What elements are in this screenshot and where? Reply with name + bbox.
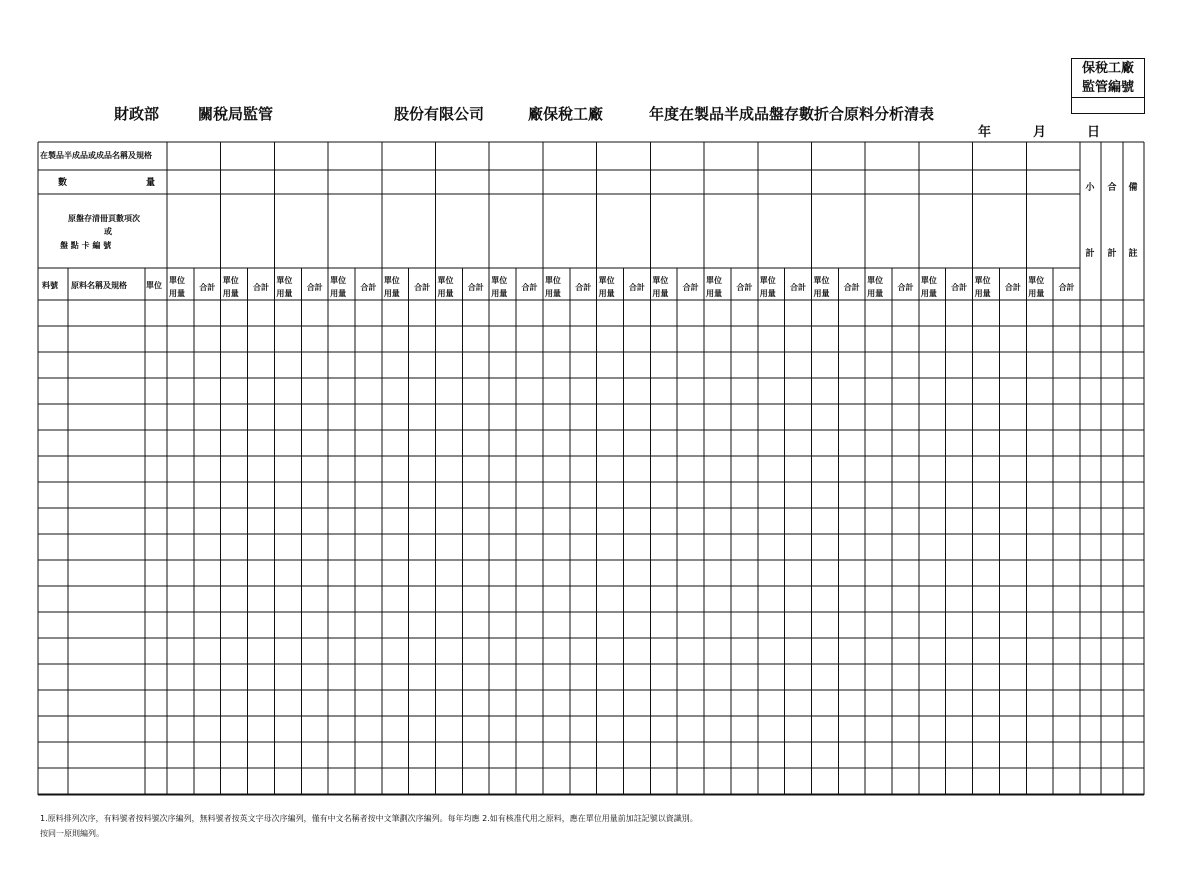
sub-total: 合計 — [306, 283, 323, 292]
date-year: 年 — [978, 125, 992, 140]
sub-total: 合計 — [252, 283, 269, 292]
title-ministry: 財政部 — [114, 105, 160, 123]
sub-unit-usage-b: 用量 — [276, 289, 293, 298]
sub-unit-usage-b: 用量 — [544, 289, 561, 298]
sub-unit-usage-a: 單位 — [383, 276, 400, 285]
stamp-line2: 監管編號 — [1081, 80, 1134, 95]
report-title: 年度在製品半成品盤存數折合原料分析清表 — [649, 105, 935, 123]
sub-total: 合計 — [897, 283, 914, 292]
sub-unit-usage-a: 單位 — [974, 276, 991, 285]
title-bureau: 關稅局監管 — [198, 105, 274, 123]
sub-total: 合計 — [951, 283, 968, 292]
sub-unit-usage-b: 用量 — [169, 289, 185, 298]
sub-total: 合計 — [682, 283, 699, 292]
sub-unit-usage-b: 用量 — [1028, 289, 1045, 298]
ref-label-1: 原盤存清冊頁數項次 — [68, 214, 140, 223]
sub-total: 合計 — [843, 283, 860, 292]
right-total-b: 計 — [1107, 249, 1117, 259]
sub-unit-usage-a: 單位 — [491, 276, 508, 285]
col-material-no: 料號 — [42, 281, 58, 290]
sub-unit-usage-a: 單位 — [276, 276, 293, 285]
ref-label-3: 盤 點 卡 編 號 — [60, 241, 112, 250]
sub-unit-usage-a: 單位 — [330, 276, 347, 285]
sub-total: 合計 — [736, 283, 753, 292]
sub-total: 合計 — [467, 283, 484, 292]
sub-unit-usage-a: 單位 — [652, 276, 669, 285]
sub-total: 合計 — [628, 283, 645, 292]
stamp-line1: 保稅工廠 — [1081, 61, 1134, 76]
sub-total: 合計 — [199, 283, 216, 292]
right-subtotal-b: 計 — [1085, 249, 1095, 259]
sub-unit-usage-b: 用量 — [920, 289, 937, 298]
sub-unit-usage-b: 用量 — [437, 289, 454, 298]
sub-unit-usage-a: 單位 — [759, 276, 776, 285]
title-company: 股份有限公司 — [394, 105, 485, 123]
sub-unit-usage-a: 單位 — [706, 276, 723, 285]
sub-unit-usage-a: 單位 — [867, 276, 884, 285]
sub-unit-usage-b: 用量 — [383, 289, 400, 298]
footer-note-2: 按同一原則編列。 — [40, 829, 104, 838]
right-total-a: 合 — [1107, 183, 1117, 193]
sub-unit-usage-b: 用量 — [222, 289, 239, 298]
sub-unit-usage-a: 單位 — [437, 276, 454, 285]
sub-total: 合計 — [521, 283, 538, 292]
sub-unit-usage-b: 用量 — [974, 289, 991, 298]
sub-unit-usage-a: 單位 — [544, 276, 561, 285]
date-day: 日 — [1087, 125, 1101, 140]
ref-label-2: 或 — [104, 227, 112, 236]
sub-total: 合計 — [790, 283, 807, 292]
sub-total: 合計 — [1058, 283, 1075, 292]
sub-unit-usage-b: 用量 — [759, 289, 776, 298]
date-month: 月 — [1033, 125, 1047, 140]
right-remark-b: 註 — [1128, 249, 1138, 259]
right-subtotal-a: 小 — [1085, 183, 1095, 193]
sub-unit-usage-a: 單位 — [813, 276, 830, 285]
col-unit: 單位 — [146, 281, 162, 290]
sub-total: 合計 — [414, 283, 431, 292]
sub-unit-usage-b: 用量 — [652, 289, 669, 298]
sub-unit-usage-a: 單位 — [920, 276, 937, 285]
sub-unit-usage-a: 單位 — [1028, 276, 1045, 285]
sub-unit-usage-a: 單位 — [222, 276, 239, 285]
sub-total: 合計 — [575, 283, 592, 292]
sub-unit-usage-b: 用量 — [813, 289, 830, 298]
sub-total: 合計 — [1004, 283, 1021, 292]
footer-note-1: 1.原料排列次序，有料號者按料號次序編列，無料號者按英文字母次序編列，僅有中文名稱者按中文筆劃次序編列。每年均應 2.如有核准代用之原料，應在單位用量前加註記號以資識別。 — [40, 814, 698, 823]
sub-unit-usage-a: 單位 — [598, 276, 615, 285]
quantity-label-a: 數 — [58, 178, 68, 188]
sub-unit-usage-b: 用量 — [867, 289, 884, 298]
sub-total: 合計 — [360, 283, 377, 292]
col-material-name: 原料名稱及規格 — [71, 281, 127, 290]
product-name-label: 在製品半成品或成品名稱及規格 — [40, 151, 152, 160]
sub-unit-usage-b: 用量 — [598, 289, 615, 298]
sub-unit-usage-b: 用量 — [706, 289, 723, 298]
right-remark-a: 備 — [1128, 183, 1138, 193]
sub-unit-usage-b: 用量 — [491, 289, 508, 298]
quantity-label-b: 量 — [146, 178, 156, 188]
sub-unit-usage-a: 單位 — [169, 276, 185, 285]
sub-unit-usage-b: 用量 — [330, 289, 347, 298]
title-factory: 廠保稅工廠 — [528, 105, 604, 123]
